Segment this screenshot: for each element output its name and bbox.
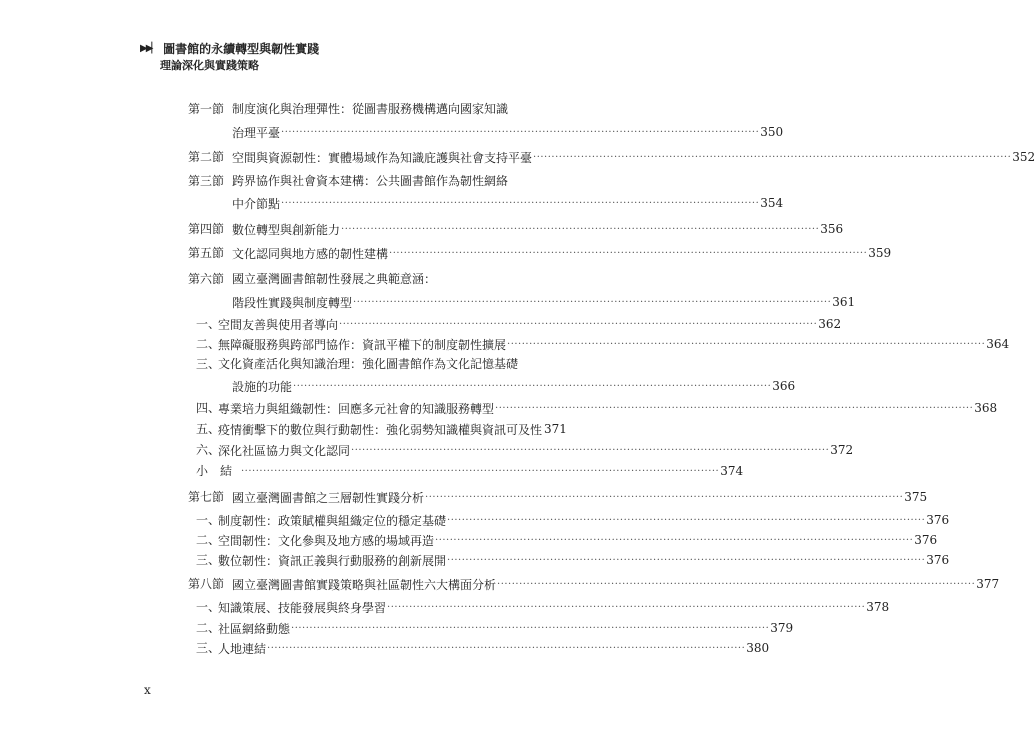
- toc-entry: [0, 440, 854, 460]
- toc-entry: [0, 574, 1000, 594]
- entry-title: 數位韌性：資訊正義與行動服務的創新展開: [218, 553, 447, 568]
- entry-title: 數位轉型與創新能力: [232, 222, 341, 237]
- entry-title: 國立臺灣圖書館之三層韌性實踐分析: [232, 490, 425, 505]
- entry-title: 空間與資源韌性：實體場域作為知識庇護與社會支持平臺: [232, 150, 533, 165]
- entry-title: 文化資產活化與知識治理：強化圖書館作為文化記憶基礎: [218, 357, 519, 371]
- subsection-number: 二、: [196, 337, 221, 351]
- page-number-ref: 359: [868, 246, 892, 260]
- dot-leader: ··································································································································: [341, 223, 820, 235]
- page-number-ref: 361: [832, 295, 856, 309]
- entry-title: 文化認同與地方感的韌性建構: [232, 246, 389, 261]
- entry-title: 空間友善與使用者導向: [218, 317, 339, 332]
- page-number-ref: 364: [986, 337, 1010, 351]
- page-number-ref: 379: [770, 621, 794, 635]
- entry-title: 階段性實踐與制度轉型: [232, 295, 353, 310]
- dot-leader: ··································································································································: [533, 151, 1012, 163]
- section-number: 第二節: [188, 150, 225, 164]
- section-number: 第一節: [188, 102, 225, 116]
- dot-leader: ··································································································································: [497, 578, 976, 590]
- page-number-ref: 356: [820, 222, 844, 236]
- toc-entry: [0, 122, 784, 142]
- entry-title: 社區網絡動態: [218, 621, 291, 636]
- toc-entry: [0, 243, 892, 263]
- toc-entry: [0, 638, 770, 658]
- subsection-number: 三、: [196, 357, 221, 371]
- subsection-number: 四、: [196, 401, 221, 415]
- page-number-ref: 362: [818, 317, 842, 331]
- page-number-ref: 372: [830, 443, 854, 457]
- subsection-number: 二、: [196, 533, 221, 547]
- subsection-number: 一、: [196, 317, 221, 331]
- dot-leader: ··································································································································: [267, 642, 746, 654]
- dot-leader: ··································································································································: [447, 514, 926, 526]
- page-number-ref: 368: [974, 401, 998, 415]
- section-number: 第三節: [188, 174, 225, 188]
- section-number: 第七節: [188, 490, 225, 504]
- dot-leader: ··································································································································: [425, 491, 904, 503]
- subsection-number: 一、: [196, 513, 221, 527]
- dot-leader: ··································································································································: [291, 622, 770, 634]
- toc-entry: [0, 354, 750, 374]
- page-number-ref: 376: [914, 533, 938, 547]
- entry-title: 國立臺灣圖書館韌性發展之典範意涵：: [232, 272, 437, 286]
- entry-title: 設施的功能: [232, 379, 293, 394]
- toc-entry: [0, 292, 856, 312]
- running-header: [140, 40, 319, 73]
- page-number-ref: 376: [926, 553, 950, 567]
- page-number: x: [144, 683, 151, 697]
- subsection-number: 五、: [196, 422, 221, 436]
- dot-leader: ··································································································································: [447, 554, 926, 566]
- dot-leader: ··································································································································: [353, 296, 832, 308]
- toc-entry: [0, 530, 938, 550]
- page-number-ref: 354: [760, 196, 784, 210]
- page-number-ref: 350: [760, 125, 784, 139]
- toc-entry: [0, 597, 890, 617]
- page-number-ref: 371: [544, 422, 567, 436]
- dot-leader: ··································································································································: [435, 534, 914, 546]
- toc-entry: [0, 147, 1035, 167]
- subsection-number: 二、: [196, 621, 221, 635]
- entry-title: 跨界協作與社會資本建構：公共圖書館作為韌性網絡: [232, 174, 509, 188]
- toc-entry: [0, 419, 750, 439]
- toc-entry: [0, 618, 794, 638]
- page-number-ref: 378: [866, 600, 890, 614]
- page-number-ref: 380: [746, 641, 770, 655]
- section-number: 第六節: [188, 272, 225, 286]
- subsection-number: 三、: [196, 641, 221, 655]
- toc-entry: [0, 171, 750, 191]
- toc-entry: [0, 550, 950, 570]
- dot-leader: ··································································································································: [241, 465, 720, 477]
- entry-title: 知識策展、技能發展與終身學習: [218, 600, 387, 615]
- dot-leader: ··································································································································: [351, 444, 830, 456]
- entry-title: 無障礙服務與跨部門協作：資訊平權下的制度韌性擴展: [218, 337, 507, 352]
- dot-leader: ··································································································································: [281, 197, 760, 209]
- dot-leader: ··································································································································: [387, 601, 866, 613]
- dot-leader: ··································································································································: [281, 126, 760, 138]
- entry-title: 專業培力與組織韌性：回應多元社會的知識服務轉型: [218, 401, 495, 416]
- toc-entry: [0, 487, 928, 507]
- dot-leader: ··································································································································: [389, 247, 868, 259]
- entry-title: 疫情衝擊下的數位與行動韌性：強化弱勢知識權與資訊可及性: [218, 422, 543, 437]
- dot-leader: ··································································································································: [339, 318, 818, 330]
- subsection-number: 六、: [196, 443, 221, 457]
- book-subtitle: 理論深化與實踐策略: [160, 59, 259, 72]
- page-number-ref: 366: [772, 379, 796, 393]
- toc-entry: [0, 314, 842, 334]
- toc-entry: [0, 398, 998, 418]
- entry-title: 深化社區協力與文化認同: [218, 443, 351, 458]
- page-number-ref: 376: [926, 513, 950, 527]
- entry-title: 治理平臺: [232, 125, 281, 140]
- section-number: 第四節: [188, 222, 225, 236]
- entry-title: 中介節點: [232, 196, 281, 211]
- section-number: 小 結: [196, 464, 233, 478]
- toc-entry: [0, 461, 750, 481]
- section-number: 第八節: [188, 577, 225, 591]
- entry-title: 國立臺灣圖書館實踐策略與社區韌性六大構面分析: [232, 577, 497, 592]
- page-number-ref: 375: [904, 490, 928, 504]
- book-title: 圖書館的永續轉型與韌性實踐: [163, 41, 320, 56]
- entry-title: 人地連結: [218, 641, 267, 656]
- toc-entry: [0, 510, 950, 530]
- entry-title: 制度韌性：政策賦權與組織定位的穩定基礎: [218, 513, 447, 528]
- dot-leader: ··································································································································: [293, 380, 772, 392]
- entry-title: 制度演化與治理彈性：從圖書服務機構邁向國家知識: [232, 102, 509, 116]
- toc-entry: [0, 193, 784, 213]
- fast-forward-icon: ▶▶▏: [140, 42, 158, 54]
- dot-leader: ··································································································································: [495, 402, 974, 414]
- toc-entry: [0, 269, 750, 289]
- toc-entry: [0, 99, 750, 119]
- subsection-number: 三、: [196, 553, 221, 567]
- dot-leader: ··································································································································: [507, 338, 986, 350]
- toc-entry: [0, 376, 796, 396]
- entry-title: 空間韌性：文化參與及地方感的場域再造: [218, 533, 435, 548]
- page-number-ref: 352: [1012, 150, 1035, 164]
- subsection-number: 一、: [196, 600, 221, 614]
- page-number-ref: 377: [976, 577, 1000, 591]
- toc-entry: [0, 219, 844, 239]
- toc-entry: [0, 334, 1010, 354]
- page-number-ref: 374: [720, 464, 744, 478]
- section-number: 第五節: [188, 246, 225, 260]
